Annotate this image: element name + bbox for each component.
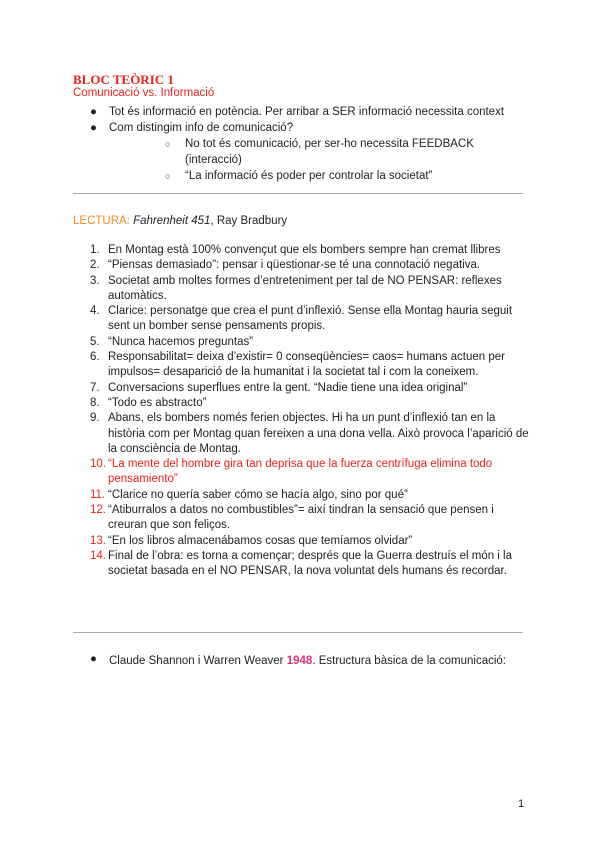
note-text: Conversacions superflues entre la gent. “Nadie tiene una idea original”: [108, 381, 468, 394]
divider: [73, 193, 523, 194]
hollow-bullet-icon: ○: [165, 171, 171, 181]
bullet-icon: ●: [90, 122, 97, 134]
year-highlight: 1948: [286, 655, 313, 667]
sub-list-item-text: “La informació és poder per controlar la societat”: [185, 170, 433, 182]
list-item-text: [73, 653, 533, 669]
note-item: [73, 243, 533, 258]
reading-label: LECTURA:: [73, 215, 130, 227]
section-subtitle: Comunicació vs. Informació: [73, 87, 215, 99]
note-number: 8.: [90, 396, 100, 409]
note-item: [73, 274, 533, 305]
bullet-icon: ●: [90, 106, 97, 118]
list-item-text: Com distingim info de comunicació?: [109, 122, 294, 134]
note-number: 6.: [90, 351, 100, 364]
intro-list: [73, 104, 533, 184]
note-number: 3.: [90, 274, 100, 287]
note-item: [73, 503, 533, 534]
note-text: Societat amb moltes formes d’entreteniment per tal de NO PENSAR: reflexes automàtics.: [108, 274, 502, 302]
note-text: Final de l’obra: es torna a començar; després que la Guerra destruís el món i la societat basada en el NO PENSAR, la nova voluntat dels humans és recordar.: [108, 549, 512, 578]
note-text: “Atiburralos a datos no combustibles”= així tindran la sensació que pensen i creuran que son feliços.: [108, 504, 494, 532]
hollow-bullet-icon: ○: [165, 139, 171, 149]
note-number: 12.: [90, 504, 106, 517]
reading-heading: [73, 215, 287, 227]
note-item: [73, 381, 533, 396]
note-text: “La mente del hombre gira tan deprisa que la fuerza centrífuga elimina todo pensamiento”: [108, 458, 493, 486]
list-item: [73, 104, 533, 120]
note-text: “Clarice no quería saber cómo se hacía algo, sino por qué”: [108, 488, 408, 501]
authors-text: Claude Shannon i Warren Weaver: [109, 655, 287, 667]
divider: [73, 632, 523, 633]
note-number: 9.: [90, 412, 100, 425]
note-item: [73, 411, 533, 457]
note-number: 13.: [90, 534, 106, 547]
note-item-highlighted: [73, 457, 533, 488]
note-number: 10.: [90, 458, 106, 471]
list-item: [73, 120, 533, 184]
note-item: [73, 258, 533, 273]
note-item: [73, 549, 533, 580]
note-text: “En los libros almacenábamos cosas que temíamos olvidar”: [108, 534, 413, 547]
note-text: “Todo es abstracto”: [108, 396, 207, 409]
sub-list-item: [109, 168, 533, 184]
note-number: 7.: [90, 381, 100, 394]
page-number: 1: [518, 798, 525, 810]
note-text: En Montag està 100% convençut que els bombers sempre han cremat llibres: [108, 244, 501, 256]
note-item: [73, 350, 533, 381]
note-text: Clarice: personatge que crea el punt d’inflexió. Sense ella Montag hauria seguit sent un bomber sense pensaments propis.: [108, 305, 513, 333]
note-item: [73, 396, 533, 411]
note-item: [73, 488, 533, 503]
book-title: Fahrenheit 451: [133, 215, 211, 227]
note-text: Abans, els bombers només ferien objectes. Hi ha un punt d’inflexió tan en la història com per Montag quan fereixen a una dona vella. Això provoca l’aparició de la consciència de Montag.: [108, 412, 529, 455]
list-item-text: Tot és informació en potència. Per arribar a SER informació necessita context: [109, 106, 505, 118]
reading-notes-list: [73, 243, 533, 580]
note-text: “Nunca hacemos preguntas”: [108, 335, 254, 348]
note-text: Responsabilitat= deixa d’existir= 0 conseqüències= caos= humans actuen per impulsos= desaparició de la humanitat i la societat tal i com la coneixem.: [108, 351, 505, 379]
description-text: . Estructura bàsica de la comunicació:: [312, 655, 506, 667]
note-number: 14.: [90, 549, 106, 562]
note-number: 1.: [90, 244, 100, 256]
bullet-icon: ●: [90, 653, 97, 665]
sub-list: [109, 136, 533, 184]
note-number: 11.: [90, 488, 106, 501]
section-title: BLOC TEÒRIC 1: [73, 72, 174, 87]
note-text: “Piensas demasiado”: pensar i qüestionar-se té una connotació negativa.: [108, 259, 481, 272]
note-item: [73, 335, 533, 350]
sub-list-item: [109, 136, 533, 168]
shannon-weaver-item: [73, 653, 533, 669]
sub-list-item-text: No tot és comunicació, per ser-ho necessita FEEDBACK (interacció): [185, 138, 474, 166]
note-number: 2.: [90, 259, 100, 272]
note-number: 5.: [90, 335, 100, 348]
note-number: 4.: [90, 305, 100, 318]
note-item: [73, 304, 533, 335]
note-item: [73, 534, 533, 549]
book-author: , Ray Bradbury: [210, 215, 288, 227]
